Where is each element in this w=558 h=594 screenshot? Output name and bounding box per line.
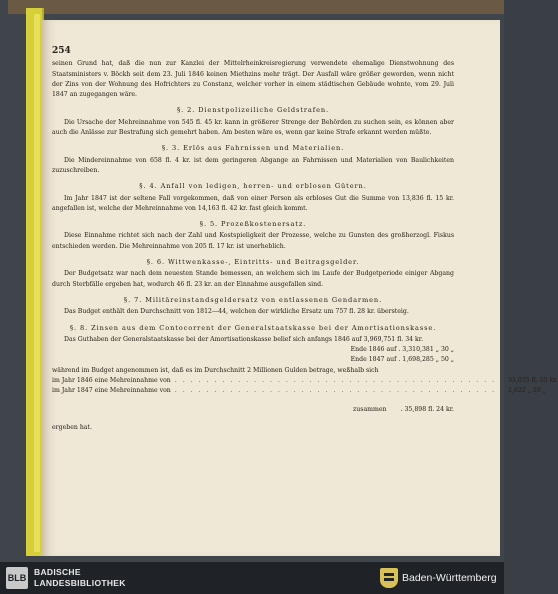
sum-label: zusammen <box>353 405 387 413</box>
section-2-text: Die Ursache der Mehreinnahme von 545 fl. 45 kr. kann in größerer Strenge der Behörden zu suchen sein, es können aber auch die Anlässe zur Bestrafung sich gemehrt haben. Am besten wäre es, wenn gar keine Strafe erkannt werden müßte. <box>52 118 454 137</box>
leader-dots: . . . . . . . . . . . . . . . . . . . . . . . . . . . . . . . . . . . . . . . . . . <box>174 387 505 395</box>
page-edges-highlight <box>34 14 40 552</box>
library-name[interactable] <box>34 567 126 588</box>
ledger-value: 2,822 „ 29 „ <box>508 387 546 395</box>
section-5-text: Diese Einnahme richtet sich nach der Zahl und Kostspieligkeit der Prozesse, welche zu Gunsten des großherzogl. Fiskus entschieden werden. Die Mehreinnahme von 205 fl. 17 kr. ist unerheblich. <box>52 232 454 250</box>
section-3-heading: §. 3. Erlös aus Fahrnissen und Materialien. <box>161 144 345 153</box>
footer-bar <box>0 562 504 594</box>
section-3-text: Die Mindereinnahme von 658 fl. 4 kr. ist dem geringeren Abgange an Fahrnissen und Materialien von Baulichkeiten zuzuschreiben. <box>52 156 454 174</box>
state-name[interactable]: Baden-Württemberg <box>402 572 497 584</box>
section-6-heading: §. 6. Wittwenkasse-, Eintritts- und Beitragsgelder. <box>146 258 360 267</box>
closing-text: ergeben hat. <box>52 423 92 431</box>
ledger-label: im Jahr 1847 eine Mehreinnahme von <box>52 387 171 395</box>
library-name-line-2: LANDESBIBLIOTHEK <box>34 577 126 588</box>
ledger-row <box>52 376 558 386</box>
ledger-value: 33,075 fl. 55 kr. <box>508 377 558 385</box>
section-8-line-4: während im Budget angenommen ist, daß es im Durchschnitt 2 Millionen Gulden betrage, weßhalb sich <box>52 366 379 374</box>
section-8-line-2: Ende 1846 auf . 3,310,381 „ 30 „ <box>350 346 454 354</box>
book-cover-top <box>8 0 504 14</box>
section-4-heading: §. 4. Anfall von ledigen, herren- und erblosen Gütern. <box>139 182 367 191</box>
ledger-label: im Jahr 1846 eine Mehreinnahme von <box>52 377 171 385</box>
section-2-heading: §. 2. Dienstpolizeiliche Geldstrafen. <box>176 106 330 115</box>
intro-paragraph: seinen Grund hat, daß die nun zur Kanzlei der Mittelrheinkreisregierung verwendete ehemalige Dienstwohnung des Staatsministers v. Böckh seit dem 23. Juli 1846 keinen Miethzins mehr trägt. Der Ausfall wäre größer geworden, wenn nicht der Zins von der Wohnung des Hofrichters zu Constanz, welcher vorher in einem städtischen Gebäude wohnte, vom 29. Juli 1847 an zugegangen wäre. <box>52 60 454 99</box>
section-7-text: Das Budget enthält den Durchschnitt von 1812—44, welchen der wirkliche Ersatz um 757 fl. 28 kr. übersteig. <box>64 308 409 316</box>
library-name-line-1: BADISCHE <box>34 567 81 577</box>
section-7-heading: §. 7. Militäreinstandsgeldersatz von entlassenen Gendarmen. <box>123 295 383 304</box>
section-5-heading: §. 5. Prozeßkostenersatz. <box>199 220 307 229</box>
section-8-line-1: Das Guthaben der Generalstaatskasse bei der Amortisationskasse belief sich anfangs 1846 auf 3,969,751 fl. 34 kr. <box>64 335 424 343</box>
blb-logo-icon[interactable]: BLB <box>6 567 28 589</box>
section-4-text: Im Jahr 1847 ist der seltene Fall vorgekommen, daß von einer Person als erbloses Gut die Summe von 13,836 fl. 15 kr. angefallen ist, welche der Mehreinnahme von 14,163 fl. 42 kr. fast gleich kommt. <box>52 194 454 212</box>
ledger-row <box>52 386 546 396</box>
state-crest-icon <box>380 568 398 588</box>
page-content <box>52 46 558 433</box>
page-number: 254 <box>52 46 71 56</box>
sum-value: . 35,898 fl. 24 kr. <box>400 405 454 413</box>
section-6-text: Der Budgetsatz war nach dem neuesten Stande bemessen, an welchem sich im Laufe der Budgetperiode einiger Abgang durch Sterbfälle ergeben hat, wodurch 46 fl. 23 kr. an der Einnahme ausgefallen sind. <box>52 270 454 288</box>
section-8-heading: §. 8. Zinsen aus dem Contocorrent der Generalstaatskasse bei der Amortisationskasse. <box>69 323 437 332</box>
sum-row <box>52 405 454 415</box>
section-8-line-3: Ende 1847 auf . 1,698,285 „ 50 „ <box>350 356 454 364</box>
leader-dots: . . . . . . . . . . . . . . . . . . . . . . . . . . . . . . . . . . . . . . . . . . <box>174 377 505 385</box>
